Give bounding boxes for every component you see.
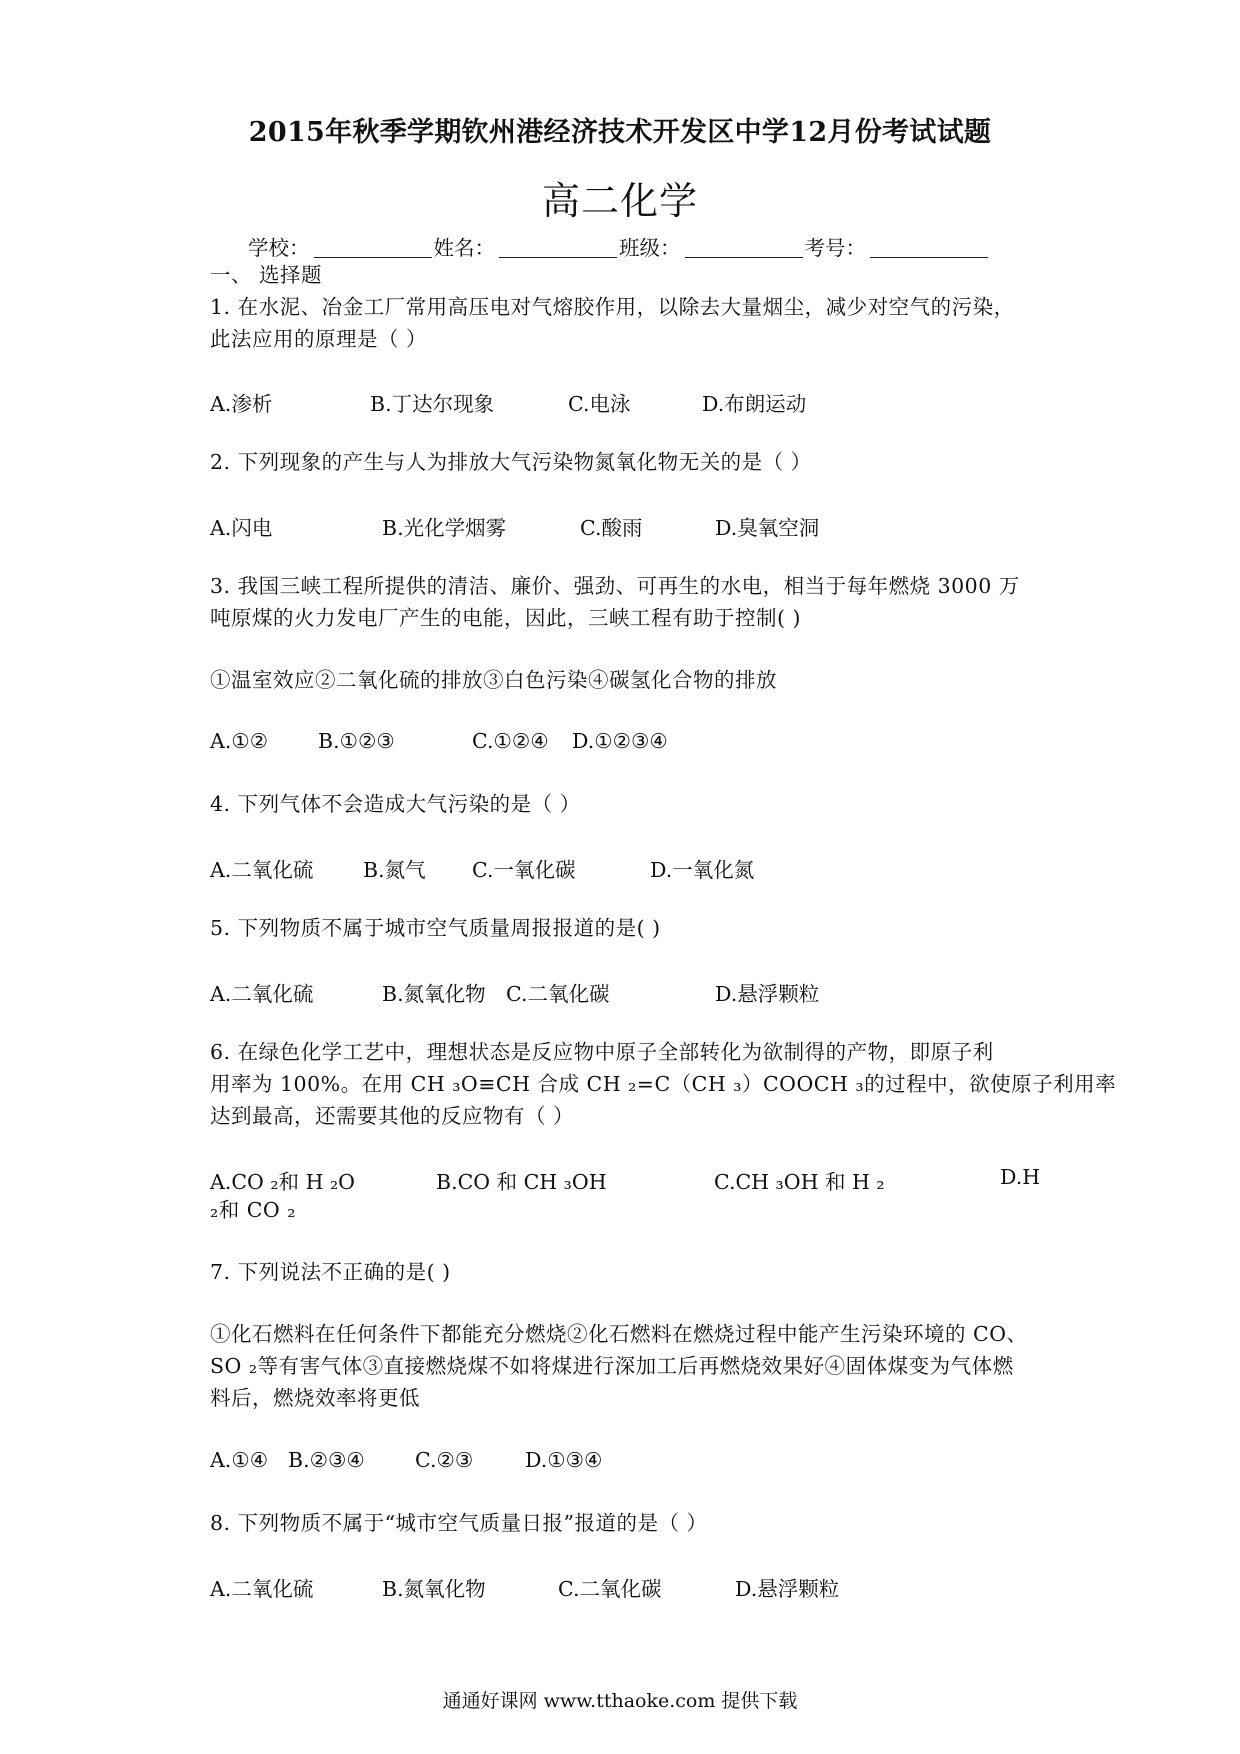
q3-stem-line-2: 吨原煤的火力发电厂产生的电能，因此，三峡工程有助于控制( ) <box>210 606 802 630</box>
q1-stem-line-2: 此法应用的原理是（ ） <box>210 327 428 351</box>
student-info-row <box>248 231 990 261</box>
q8-stem: 8. 下列物质不属于“城市空气质量日报”报道的是（ ） <box>210 1511 708 1535</box>
q6-option-c: C.CH ₃OH 和 H ₂ <box>714 1170 885 1194</box>
q7-option-b: B.②③④ <box>288 1448 365 1472</box>
footer-source: 通通好课网 www.tthaoke.com 提供下载 <box>442 1690 798 1712</box>
q5-stem: 5. 下列物质不属于城市空气质量周报报道的是( ) <box>210 916 661 940</box>
q2-option-c: C.酸雨 <box>580 516 643 540</box>
q4-option-b: B.氮气 <box>363 858 426 882</box>
subject-title: 高二化学 <box>541 179 698 223</box>
q7-option-c: C.②③ <box>415 1448 474 1472</box>
q2-option-b: B.光化学烟雾 <box>382 516 507 540</box>
q3-option-b: B.①②③ <box>318 729 395 753</box>
q7-option-a: A.①④ <box>210 1448 269 1472</box>
q8-option-b: B.氮氧化物 <box>382 1577 486 1601</box>
section-heading: 一、 选择题 <box>210 263 323 287</box>
name-blank[interactable] <box>499 237 617 258</box>
q3-statements: ①温室效应②二氧化硫的排放③白色污染④碳氢化合物的排放 <box>210 668 777 692</box>
exam-no-label: 考号： <box>804 236 866 260</box>
q1-stem-line-1: 1. 在水泥、冶金工厂常用高压电对气熔胶作用，以除去大量烟尘，减少对空气的污染， <box>210 295 1015 319</box>
q6-stem-line-1: 6. 在绿色化学工艺中，理想状态是反应物中原子全部转化为欲制得的产物，即原子利 <box>210 1040 994 1064</box>
q6-option-b: B.CO 和 CH ₃OH <box>436 1170 607 1194</box>
name-label: 姓名： <box>433 236 495 260</box>
school-blank[interactable] <box>314 237 432 258</box>
q8-option-d: D.悬浮颗粒 <box>735 1577 840 1601</box>
q1-option-d: D.布朗运动 <box>702 392 807 416</box>
q4-stem: 4. 下列气体不会造成大气污染的是（ ） <box>210 792 581 816</box>
q3-option-c: C.①②④ <box>472 729 549 753</box>
q6-option-a: A.CO ₂和 H ₂O <box>210 1170 355 1194</box>
q7-statement-line-2: SO ₂等有害气体③直接燃烧煤不如将煤进行深加工后再燃烧效果好④固体煤变为气体燃 <box>210 1354 1014 1378</box>
q1-option-a: A.渗析 <box>210 392 273 416</box>
q7-option-d: D.①③④ <box>525 1448 603 1472</box>
q2-option-d: D.臭氧空洞 <box>715 516 820 540</box>
q7-statement-line-1: ①化石燃料在任何条件下都能充分燃烧②化石燃料在燃烧过程中能产生污染环境的 CO、 <box>210 1322 1028 1346</box>
q8-option-a: A.二氧化硫 <box>210 1577 314 1601</box>
q1-option-b: B.丁达尔现象 <box>370 392 495 416</box>
q6-stem-line-2: 用率为 100%。在用 CH ₃O≡CH 合成 CH ₂=C（CH ₃）COOCH ₃的过程中，欲使原子利用率 <box>210 1072 1117 1096</box>
q8-option-c: C.二氧化碳 <box>558 1577 662 1601</box>
q6-option-d: D.H <box>1000 1165 1041 1189</box>
q3-option-a: A.①② <box>210 729 269 753</box>
school-label: 学校： <box>248 236 310 260</box>
class-blank[interactable] <box>685 237 803 258</box>
q2-stem: 2. 下列现象的产生与人为排放大气污染物氮氧化物无关的是（ ） <box>210 450 812 474</box>
q2-option-a: A.闪电 <box>210 516 273 540</box>
exam-title: 2015年秋季学期钦州港经济技术开发区中学12月份考试试题 <box>248 117 992 148</box>
class-label: 班级： <box>619 236 681 260</box>
q3-option-d: D.①②③④ <box>572 729 668 753</box>
q6-stem-line-3: 达到最高，还需要其他的反应物有（ ） <box>210 1104 575 1128</box>
q1-option-c: C.电泳 <box>568 392 631 416</box>
exam-no-blank[interactable] <box>870 237 988 258</box>
q4-option-c: C.一氧化碳 <box>472 858 576 882</box>
q5-option-d: D.悬浮颗粒 <box>715 982 820 1006</box>
q4-option-a: A.二氧化硫 <box>210 858 314 882</box>
q3-stem-line-1: 3. 我国三峡工程所提供的清洁、廉价、强劲、可再生的水电，相当于每年燃烧 3000 万 <box>210 574 1020 598</box>
q5-option-b: B.氮氧化物 <box>382 982 486 1006</box>
q6-option-d-continued: ₂和 CO ₂ <box>210 1198 296 1222</box>
q4-option-d: D.一氧化氮 <box>650 858 755 882</box>
q5-option-a: A.二氧化硫 <box>210 982 314 1006</box>
q5-option-c: C.二氧化碳 <box>506 982 610 1006</box>
q7-statement-line-3: 料后，燃烧效率将更低 <box>210 1386 420 1410</box>
q7-stem: 7. 下列说法不正确的是( ) <box>210 1260 451 1284</box>
